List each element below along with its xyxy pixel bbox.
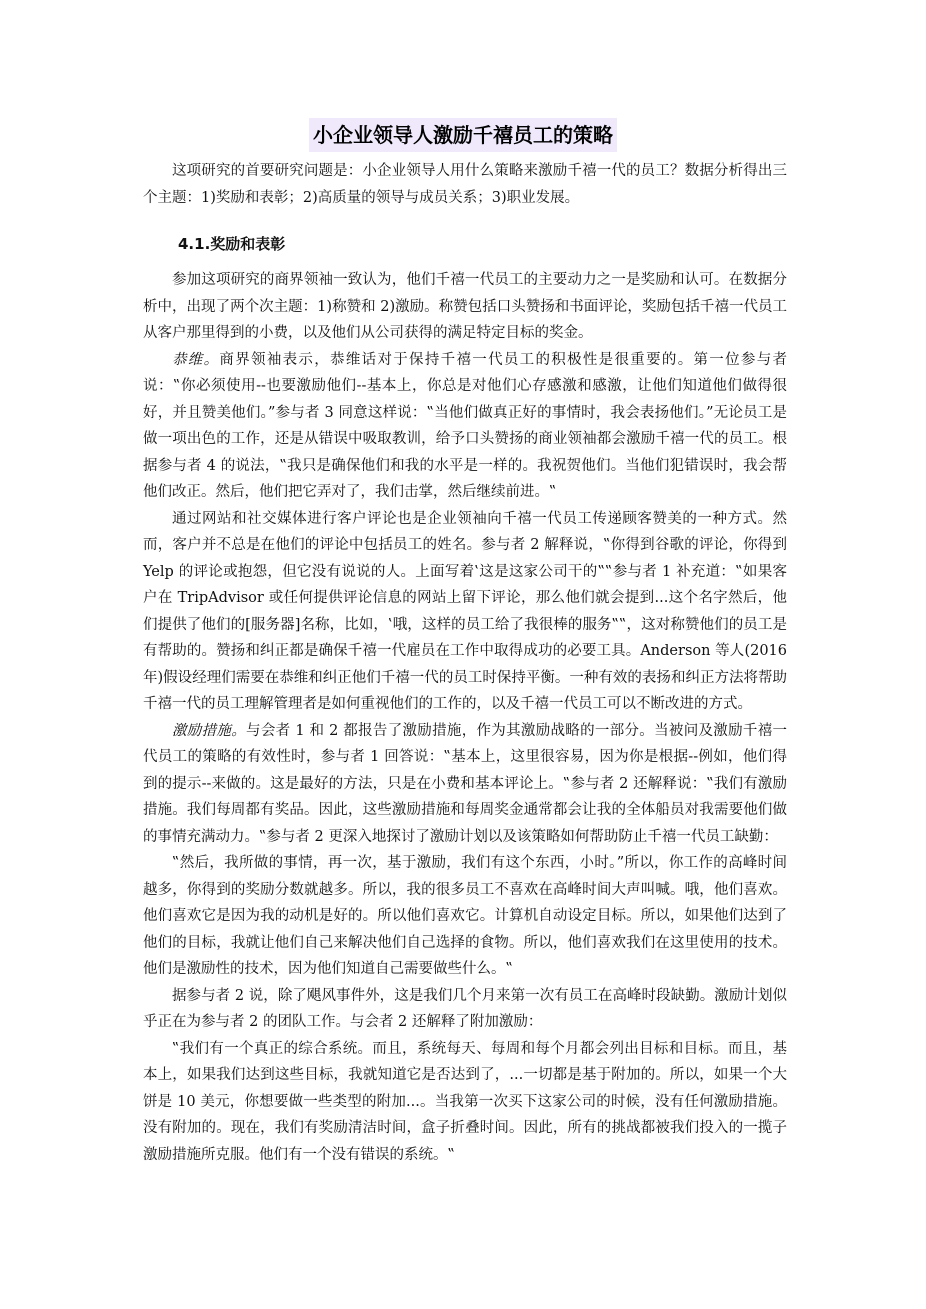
paragraph-4 xyxy=(143,718,787,851)
paragraph-4-text: 与会者 1 和 2 都报告了激励措施，作为其激励战略的一部分。当被问及激励千禧一代员工的策略的有效性时，参与者 1 回答说：‟基本上，这里很容易，因为你是根据--例如，他们得到的提示--来做的。这是最好的方法，只是在小费和基本评论上。‟参与者 2 还解释说：‟我们有激励措施。我们每周都有奖品。因此，这些激励措施和每周奖金通常都会让我的全体船员对我需要他们做的事情充满动力。‟参与者 2 更深入地探讨了激励计划以及该策略如何帮助防止千禧一代员工缺勤： xyxy=(143,722,788,845)
paragraph-3: 通过网站和社交媒体进行客户评论也是企业领袖向千禧一代员工传递顾客赞美的一种方式。然而，客户并不总是在他们的评论中包括员工的姓名。参与者 2 解释说，‟你得到谷歌的评论，你得到 Yelp 的评论或抱怨，但它没有说说的人。上面写着‛这是这家公司干的‟‟参与者 1 补充道：‟如果客户在 TripAdvisor 或任何提供评论信息的网站上留下评论，那么他们就会提到...这个名字然后，他们提供了他们的[服务器]名称，比如，‛哦，这样的员工给了我很棒的服务‟‟，这对称赞他们的员工是有帮助的。赞扬和纠正都是确保千禧一代雇员在工作中取得成功的必要工具。Anderson 等人(2016 年)假设经理们需要在恭维和纠正他们千禧一代的员工时保持平衡。一种有效的表扬和纠正方法将帮助千禧一代的员工理解管理者是如何重视他们的工作的，以及千禧一代员工可以不断改进的方式。 xyxy=(143,510,787,712)
paragraph-4-lead: 激励措施。 xyxy=(172,722,247,739)
intro-paragraph: 这项研究的首要研究问题是：小企业领导人用什么策略来激励千禧一代的员工？数据分析得出三个主题：1)奖励和表彰；2)高质量的领导与成员关系；3)职业发展。 xyxy=(143,163,787,206)
intro-block xyxy=(143,158,787,211)
paragraph-2-text: 商界领袖表示，恭维话对于保持千禧一代员工的积极性是很重要的。第一位参与者说：‟你必须使用--也要激励他们--基本上，你总是对他们心存感激和感激，让他们知道他们做得很好，并且赞美他们。”参与者 3 同意这样说：‟当他们做真正好的事情时，我会表扬他们。”无论员工是做一项出色的工作，还是从错误中吸取教训，给予口头赞扬的商业领袖都会激励千禧一代的员工。根据参与者 4 的说法，‟我只是确保他们和我的水平是一样的。我祝贺他们。当他们犯错误时，我会帮他们改正。然后，他们把它弄对了，我们击掌，然后继续前进。‟ xyxy=(143,351,788,500)
quote-1-text: ‟然后，我所做的事情，再一次，基于激励，我们有这个东西，小时。”所以，你工作的高峰时间越多，你得到的奖励分数就越多。所以，我的很多员工不喜欢在高峰时间大声叫喊。哦，他们喜欢。他们喜欢它是因为我的动机是好的。所以他们喜欢它。计算机自动设定目标。所以，如果他们达到了他们的目标，我就让他们自己来解决他们自己选择的食物。所以，他们喜欢我们在这里使用的技术。他们是激励性的技术，因为他们知道自己需要做些什么。‟ xyxy=(143,855,787,977)
paragraph-2 xyxy=(143,347,787,506)
quote-2-text: ‟我们有一个真正的综合系统。而且，系统每天、每周和每个月都会列出目标和目标。而且，基本上，如果我们达到这些目标，我就知道它是否达到了，...一切都是基于附加的。所以，如果一个大饼是 10 美元，你想要做一些类型的附加...。当我第一次买下这家公司的时候，没有任何激励措施。没有附加的。现在，我们有奖励清洁时间，盒子折叠时间。因此，所有的挑战都被我们投入的一揽子激励措施所克服。他们有一个没有错误的系统。‟ xyxy=(143,1040,787,1163)
section-body xyxy=(143,267,787,1168)
title-text: 小企业领导人激励千禧员工的策略 xyxy=(309,118,617,152)
block-quote-2 xyxy=(143,1036,787,1169)
paragraph-5: 据参与者 2 说，除了飓风事件外，这是我们几个月来第一次有员工在高峰时段缺勤。激励计划似乎正在为参与者 2 的团队工作。与会者 2 还解释了附加激励： xyxy=(143,987,787,1030)
document-title xyxy=(0,118,926,152)
paragraph-2-lead: 恭维。 xyxy=(172,351,220,368)
paragraph-1: 参加这项研究的商界领袖一致认为，他们千禧一代员工的主要动力之一是奖励和认可。在数据分析中，出现了两个次主题：1)称赞和 2)激励。称赞包括口头赞扬和书面评论，奖励包括千禧一代员工从客户那里得到的小费，以及他们从公司获得的满足特定目标的奖金。 xyxy=(143,272,787,341)
section-heading: 4.1.奖励和表彰 xyxy=(178,235,286,253)
block-quote-1 xyxy=(143,850,787,983)
